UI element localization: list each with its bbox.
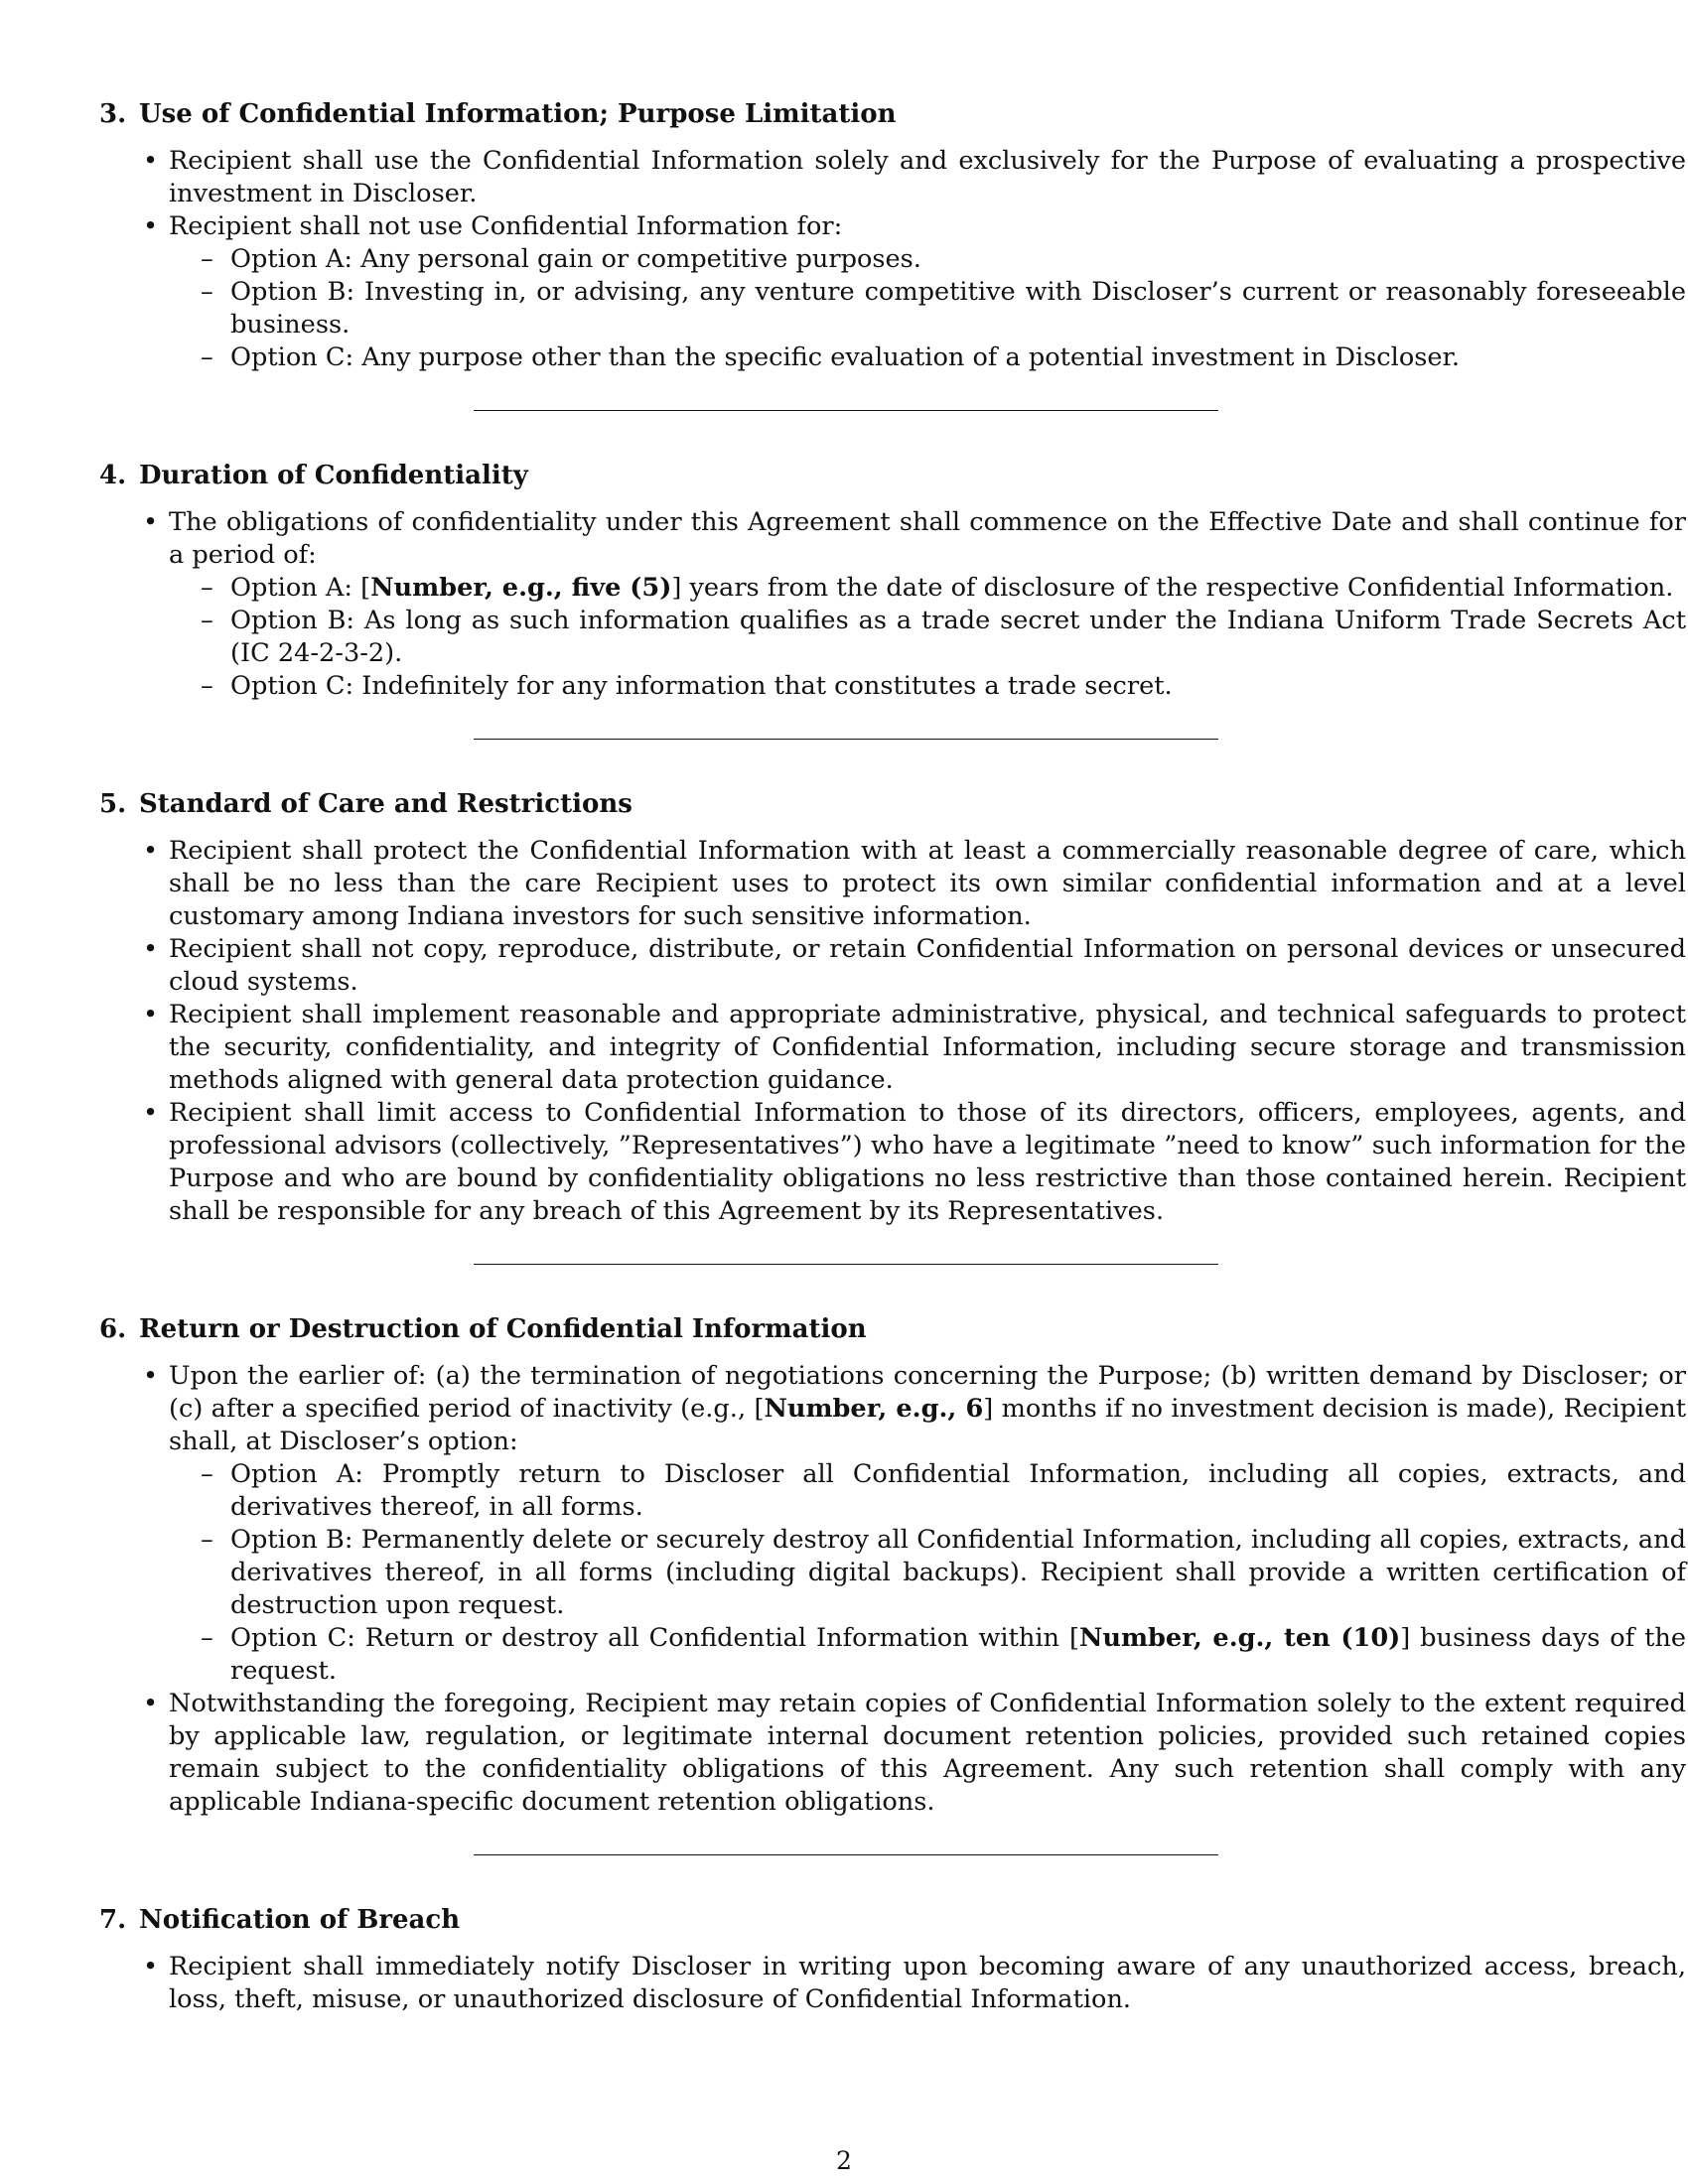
section-number: 5.: [99, 789, 127, 819]
list-item-text: Recipient shall not use Confidential Information for:: [169, 211, 843, 241]
option-list: [169, 572, 1686, 703]
list-item: • Notwithstanding the foregoing, Recipient may retain copies of Confidential Information solely to the extent required by applicable law, regulation, or legitimate internal document retention policies, provided such retained copies remain subject to the confidentiality obligations of this Agreement. Any such retention shall comply with any applicable Indiana-specific document retention obligations.: [169, 1688, 1686, 1819]
section-number: 7.: [99, 1905, 127, 1935]
option-list: [169, 243, 1686, 374]
section-number: 3.: [99, 99, 127, 129]
section-7: [99, 1903, 1686, 2016]
list-item: [169, 506, 1686, 703]
section-heading: [99, 459, 1589, 492]
option-item: – Option A: Promptly return to Discloser all Confidential Information, including all copies, extracts, and derivatives thereof, in all forms.: [230, 1458, 1686, 1524]
option-item: – Option C: Any purpose other than the specific evaluation of a potential investment in Discloser.: [230, 341, 1686, 374]
list-item: • Recipient shall not copy, reproduce, distribute, or retain Confidential Information on personal devices or unsecured cloud systems.: [169, 933, 1686, 999]
list-item: • Recipient shall implement reasonable and appropriate administrative, physical, and technical safeguards to protect the security, confidentiality, and integrity of Confidential Information, including secure storage and transmission methods aligned with general data protection guidance.: [169, 999, 1686, 1097]
page-number: 2: [836, 2146, 852, 2175]
option-item: [230, 572, 1686, 605]
option-text: ] business days of the request.: [230, 1623, 1686, 1686]
section-heading: [99, 1312, 1589, 1346]
bullet-list: [99, 1951, 1686, 2016]
section-title: Notification of Breach: [139, 1905, 461, 1935]
placeholder-text: Number, e.g., 6: [764, 1394, 984, 1424]
list-item-text: ] months if no investment decision is made), Recipient shall, at Discloser’s option:: [169, 1394, 1686, 1456]
section-title: Use of Confidential Information; Purpose Limitation: [139, 99, 897, 129]
section-heading: [99, 1903, 1589, 1937]
section-title: Standard of Care and Restrictions: [139, 789, 633, 819]
option-item: – Option C: Indefinitely for any information that constitutes a trade secret.: [230, 670, 1686, 703]
section-heading: [99, 97, 1589, 131]
bullet-list: [99, 506, 1686, 703]
section-6: [99, 1312, 1686, 1819]
option-item: – Option B: Permanently delete or securely destroy all Confidential Information, including all copies, extracts, and derivatives thereof, in all forms (including digital backups). Recipient shall provide a written certification of destruction upon request.: [230, 1524, 1686, 1622]
section-title: Duration of Confidentiality: [139, 461, 528, 490]
placeholder-text: Number, e.g., ten (10): [1078, 1623, 1401, 1653]
section-number: 6.: [99, 1314, 127, 1344]
option-text: Option A: [: [230, 573, 371, 603]
list-item-text: The obligations of confidentiality under this Agreement shall commence on the Effective Date and shall continue for a period of:: [169, 507, 1686, 570]
option-item: – Option B: Investing in, or advising, any venture competitive with Discloser’s current or reasonably foreseeable business.: [230, 276, 1686, 341]
option-item: – Option B: As long as such information qualifies as a trade secret under the Indiana Uniform Trade Secrets Act (IC 24-2-3-2).: [230, 605, 1686, 670]
option-item: – Option A: Any personal gain or competitive purposes.: [230, 243, 1686, 276]
section-number: 4.: [99, 461, 127, 490]
list-item: • Recipient shall limit access to Confidential Information to those of its directors, officers, employees, agents, and professional advisors (collectively, ”Representatives”) who have a legitimate ”need to know” such information for the Purpose and who are bound by confidentiality obligations no less restrictive than those contained herein. Recipient shall be responsible for any breach of this Agreement by its Representatives.: [169, 1097, 1686, 1228]
bullet-list: [99, 1360, 1686, 1819]
document-page: [99, 97, 1686, 2016]
option-list: [169, 1458, 1686, 1688]
bullet-list: [99, 145, 1686, 374]
list-item: • Recipient shall protect the Confidential Information with at least a commercially reasonable degree of care, which shall be no less than the care Recipient uses to protect its own similar confidential information and at a level customary among Indiana investors for such sensitive information.: [169, 835, 1686, 933]
list-item: [169, 1360, 1686, 1688]
list-item: • Recipient shall immediately notify Discloser in writing upon becoming aware of any unauthorized access, breach, loss, theft, misuse, or unauthorized disclosure of Confidential Information.: [169, 1951, 1686, 2016]
section-3: [99, 97, 1686, 374]
section-heading: [99, 787, 1589, 821]
option-text: ] years from the date of disclosure of the respective Confidential Information.: [671, 573, 1674, 603]
list-item: • Recipient shall use the Confidential Information solely and exclusively for the Purpose of evaluating a prospective investment in Discloser.: [169, 145, 1686, 210]
section-4: [99, 459, 1686, 703]
section-5: [99, 787, 1686, 1228]
section-title: Return or Destruction of Confidential Information: [139, 1314, 867, 1344]
option-text: Option C: Return or destroy all Confidential Information within [: [230, 1623, 1079, 1653]
option-item: [230, 1622, 1686, 1688]
bullet-list: [99, 835, 1686, 1228]
list-item-text: Upon the earlier of: (a) the termination of negotiations concerning the Purpose; (b) written demand by Discloser; or (c) after a specified period of inactivity (e.g., [: [169, 1361, 1686, 1424]
list-item: [169, 210, 1686, 374]
placeholder-text: Number, e.g., five (5): [370, 573, 672, 603]
